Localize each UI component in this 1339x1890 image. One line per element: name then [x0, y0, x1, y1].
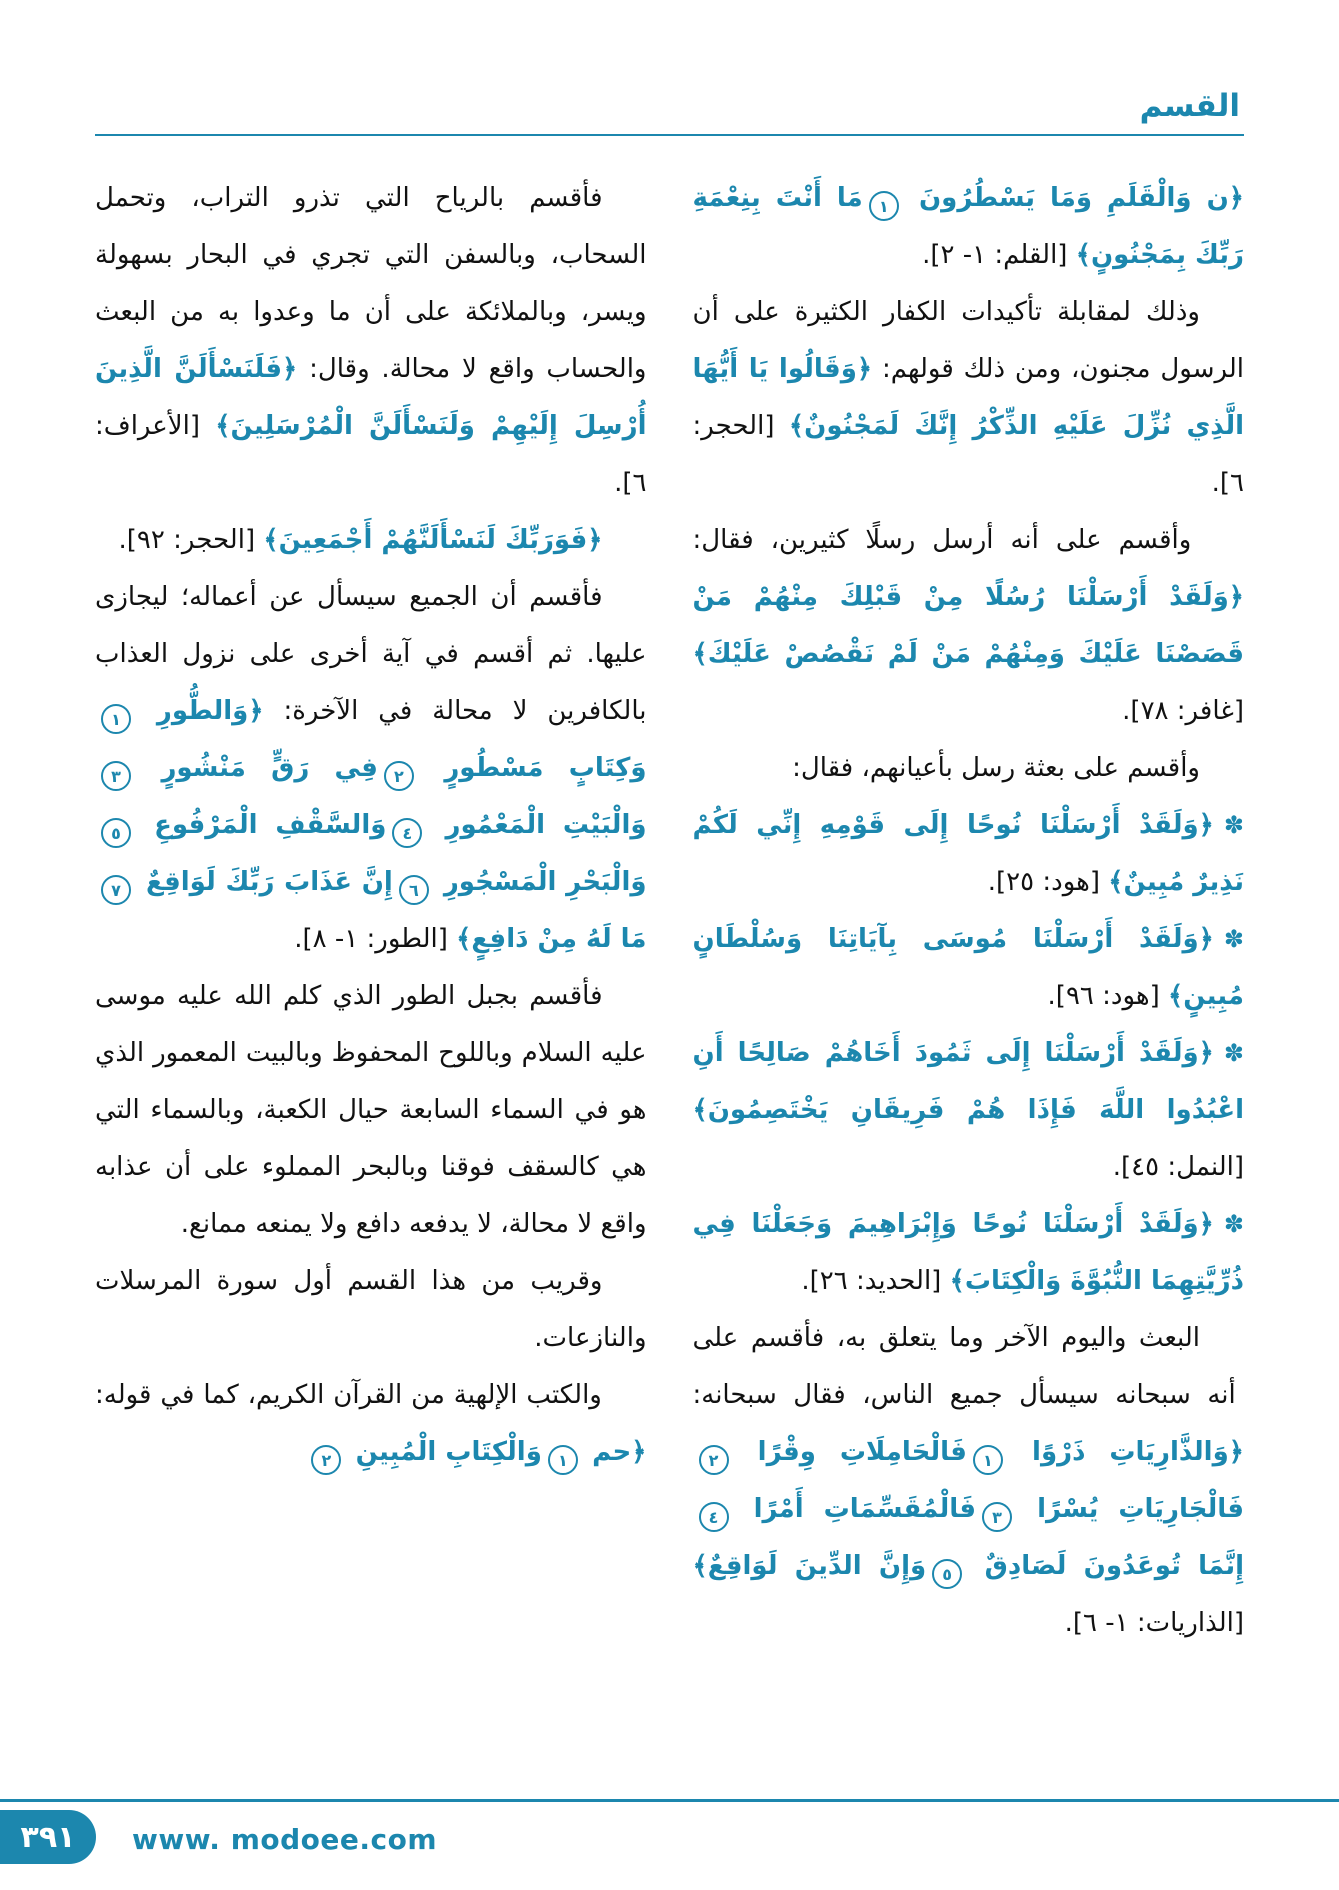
- quran-verse: فِي رَقٍّ مَنْشُورٍ: [161, 753, 378, 783]
- body-text: فأقسم أن الجميع سيسأل عن أعماله؛ ليجازى عليها. ثم أقسم في آية أخرى على نزول العذاب بالكافرين لا محالة في الآخرة:: [95, 582, 647, 726]
- ayah-number: ٦: [399, 875, 429, 905]
- body-text: وأقسم على أنه أرسل رسلًا كثيرين، فقال:: [692, 525, 1192, 555]
- body-text: فأقسم بجبل الطور الذي كلم الله عليه موسى عليه السلام وباللوح المحفوظ وبالبيت المعمور الذي هو في السماء السابعة حيال الكعبة، وبالسماء التي هي كالسقف فوقنا وبالبحر المملوء على أن عذابه واقع لا محالة، لا يدفعه دافع ولا يمنعه ممانع.: [95, 981, 647, 1239]
- paragraph: [95, 512, 647, 569]
- page-header: [95, 88, 1244, 136]
- quran-verse: وَالْبَحْرِ الْمَسْجُورِ: [443, 867, 647, 897]
- quran-verse: وَالْبَيْتِ الْمَعْمُورِ: [445, 810, 647, 840]
- flower-bullet-icon: ✽: [1223, 1039, 1244, 1067]
- verse-reference: [الذاريات: ١- ٦].: [1064, 1608, 1244, 1638]
- ayah-number: ٣: [982, 1502, 1012, 1532]
- ayah-number: ٥: [932, 1559, 962, 1589]
- quran-verse: وَإِنَّ الدِّينَ لَوَاقِعٌ﴾: [692, 1551, 927, 1581]
- quran-verse: ﴿وَلَقَدْ أَرْسَلْنَا نُوحًا إِلَى قَوْمِهِ إِنِّي لَكُمْ نَذِيرٌ مُبِينٌ﴾: [692, 810, 1244, 897]
- verse-reference: [هود: ٩٦].: [1047, 981, 1160, 1011]
- body-text: وذلك لمقابلة تأكيدات الكفار الكثيرة على أن الرسول مجنون، ومن ذلك قولهم:: [692, 297, 1244, 384]
- verse-reference: [هود: ٢٥].: [987, 867, 1100, 897]
- quran-verse: ﴿وَلَقَدْ أَرْسَلْنَا إِلَى ثَمُودَ أَخَاهُمْ صَالِحًا أَنِ اعْبُدُوا اللَّهَ فَإِذَا هُمْ فَرِيقَانِ يَخْتَصِمُونَ﴾: [692, 1038, 1244, 1125]
- paragraph: [95, 1253, 647, 1367]
- quran-verse: ﴿وَالطُّورِ: [156, 696, 264, 726]
- quran-verse: ﴿فَوَرَبِّكَ لَنَسْأَلَنَّهُمْ أَجْمَعِينَ﴾: [263, 525, 603, 555]
- quran-verse: وَكِتَابٍ مَسْطُورٍ: [444, 753, 647, 783]
- verse-list-item: [693, 1025, 1245, 1196]
- quran-verse: ﴿حم: [592, 1437, 647, 1467]
- column-right: [693, 170, 1245, 1652]
- ayah-number: ٢: [384, 761, 414, 791]
- verse-reference: [الطور: ١- ٨].: [294, 924, 448, 954]
- verse-reference: [الحجر: ٩٢].: [118, 525, 256, 555]
- footer-divider: [0, 1799, 1339, 1802]
- quran-verse: ﴿وَلَقَدْ أَرْسَلْنَا مُوسَى بِآيَاتِنَا وَسُلْطَانٍ مُبِينٍ﴾: [692, 924, 1244, 1011]
- quran-verse: ﴿وَالذَّارِيَاتِ ذَرْوًا: [1032, 1437, 1244, 1467]
- quran-verse: وَالْكِتَابِ الْمُبِينِ: [355, 1437, 542, 1467]
- verse-reference: [غافر: ٧٨].: [1122, 696, 1244, 726]
- quran-verse: مَا أَنْتَ بِنِعْمَةِ رَبِّكَ بِمَجْنُونٍ﴾: [692, 183, 1244, 270]
- paragraph: [693, 740, 1245, 797]
- quran-verse: إِنَّمَا تُوعَدُونَ لَصَادِقٌ: [984, 1551, 1244, 1581]
- paragraph: [693, 170, 1245, 284]
- ayah-number: ٤: [699, 1502, 729, 1532]
- quran-verse: إِنَّ عَذَابَ رَبِّكَ لَوَاقِعٌ: [145, 867, 393, 897]
- ayah-number: ٣: [101, 761, 131, 791]
- paragraph: [693, 1310, 1245, 1652]
- body-text: وقريب من هذا القسم أول سورة المرسلات والنازعات.: [95, 1266, 647, 1353]
- content-columns: [95, 170, 1244, 1735]
- paragraph: [693, 284, 1245, 512]
- flower-bullet-icon: ✽: [1223, 811, 1244, 839]
- ayah-number: ١: [973, 1445, 1003, 1475]
- paragraph: [95, 170, 647, 512]
- body-text: البعث واليوم الآخر وما يتعلق به، فأقسم على أنه سبحانه سيسأل جميع الناس، فقال سبحانه:: [692, 1323, 1236, 1410]
- ayah-number: ٥: [101, 818, 131, 848]
- website-link[interactable]: www. modoee.com: [132, 1823, 438, 1856]
- quran-verse: فَالْمُقَسِّمَاتِ أَمْرًا: [753, 1494, 977, 1524]
- body-text: والكتب الإلهية من القرآن الكريم، كما في قوله:: [95, 1380, 602, 1410]
- quran-verse: ﴿ن وَالْقَلَمِ وَمَا يَسْطُرُونَ: [918, 183, 1244, 213]
- quran-verse: ﴿وَلَقَدْ أَرْسَلْنَا نُوحًا وَإِبْرَاهِيمَ وَجَعَلْنَا فِي ذُرِّيَّتِهِمَا النُّبُوَّةَ وَالْكِتَابَ﴾: [692, 1209, 1244, 1296]
- verse-reference: [القلم: ١- ٢].: [922, 240, 1068, 270]
- paragraph: [693, 512, 1245, 740]
- ayah-number: ١: [101, 704, 131, 734]
- quran-verse: ﴿فَلَنَسْأَلَنَّ الَّذِينَ أُرْسِلَ إِلَيْهِمْ وَلَنَسْأَلَنَّ الْمُرْسَلِينَ﴾: [95, 354, 647, 441]
- paragraph: [95, 968, 647, 1253]
- flower-bullet-icon: ✽: [1223, 1210, 1244, 1238]
- quran-verse: فَالْحَامِلَاتِ وِقْرًا: [757, 1437, 967, 1467]
- paragraph: [95, 569, 647, 968]
- page-number-badge: [0, 1810, 96, 1864]
- quran-verse: ﴿وَلَقَدْ أَرْسَلْنَا رُسُلًا مِنْ قَبْلِكَ مِنْهُمْ مَنْ قَصَصْنَا عَلَيْكَ وَمِنْهُمْ مَنْ لَمْ نَقْصُصْ عَلَيْكَ﴾: [692, 582, 1244, 669]
- page-title: القسم: [1139, 88, 1240, 124]
- verse-reference: [النمل: ٤٥].: [1112, 1152, 1244, 1182]
- paragraph: [95, 1367, 647, 1481]
- ayah-number: ٤: [392, 818, 422, 848]
- flower-bullet-icon: ✽: [1223, 925, 1244, 953]
- body-text: فأقسم بالرياح التي تذرو التراب، وتحمل السحاب، وبالسفن التي تجري في البحار بسهولة ويسر، وبالملائكة على أن ما وعدوا به من البعث والحساب واقع لا محالة. وقال:: [95, 183, 647, 384]
- quran-verse: مَا لَهُ مِنْ دَافِعٍ﴾: [456, 924, 647, 954]
- header-divider: [95, 134, 1244, 136]
- quran-verse: ﴿وَقَالُوا يَا أَيُّهَا الَّذِي نُزِّلَ عَلَيْهِ الذِّكْرُ إِنَّكَ لَمَجْنُونٌ﴾: [692, 354, 1244, 441]
- verse-list-item: [693, 911, 1245, 1025]
- verse-reference: [الحجر: ٦].: [692, 411, 1244, 498]
- column-left: [95, 170, 647, 1481]
- verse-list-item: [693, 1196, 1245, 1310]
- ayah-number: ١: [869, 191, 899, 221]
- quran-verse: وَالسَّقْفِ الْمَرْفُوعِ: [154, 810, 387, 840]
- ayah-number: ٢: [699, 1445, 729, 1475]
- quran-verse: فَالْجَارِيَاتِ يُسْرًا: [1037, 1494, 1244, 1524]
- body-text: وأقسم على بعثة رسل بأعيانهم، فقال:: [792, 753, 1200, 783]
- page-number: ٣٩١: [20, 1819, 76, 1855]
- verse-reference: [الحديد: ٢٦].: [801, 1266, 942, 1296]
- ayah-number: ٧: [101, 875, 131, 905]
- verse-reference: [الأعراف: ٦].: [95, 411, 647, 498]
- ayah-number: ٢: [311, 1445, 341, 1475]
- verse-list-item: [693, 797, 1245, 911]
- ayah-number: ١: [548, 1445, 578, 1475]
